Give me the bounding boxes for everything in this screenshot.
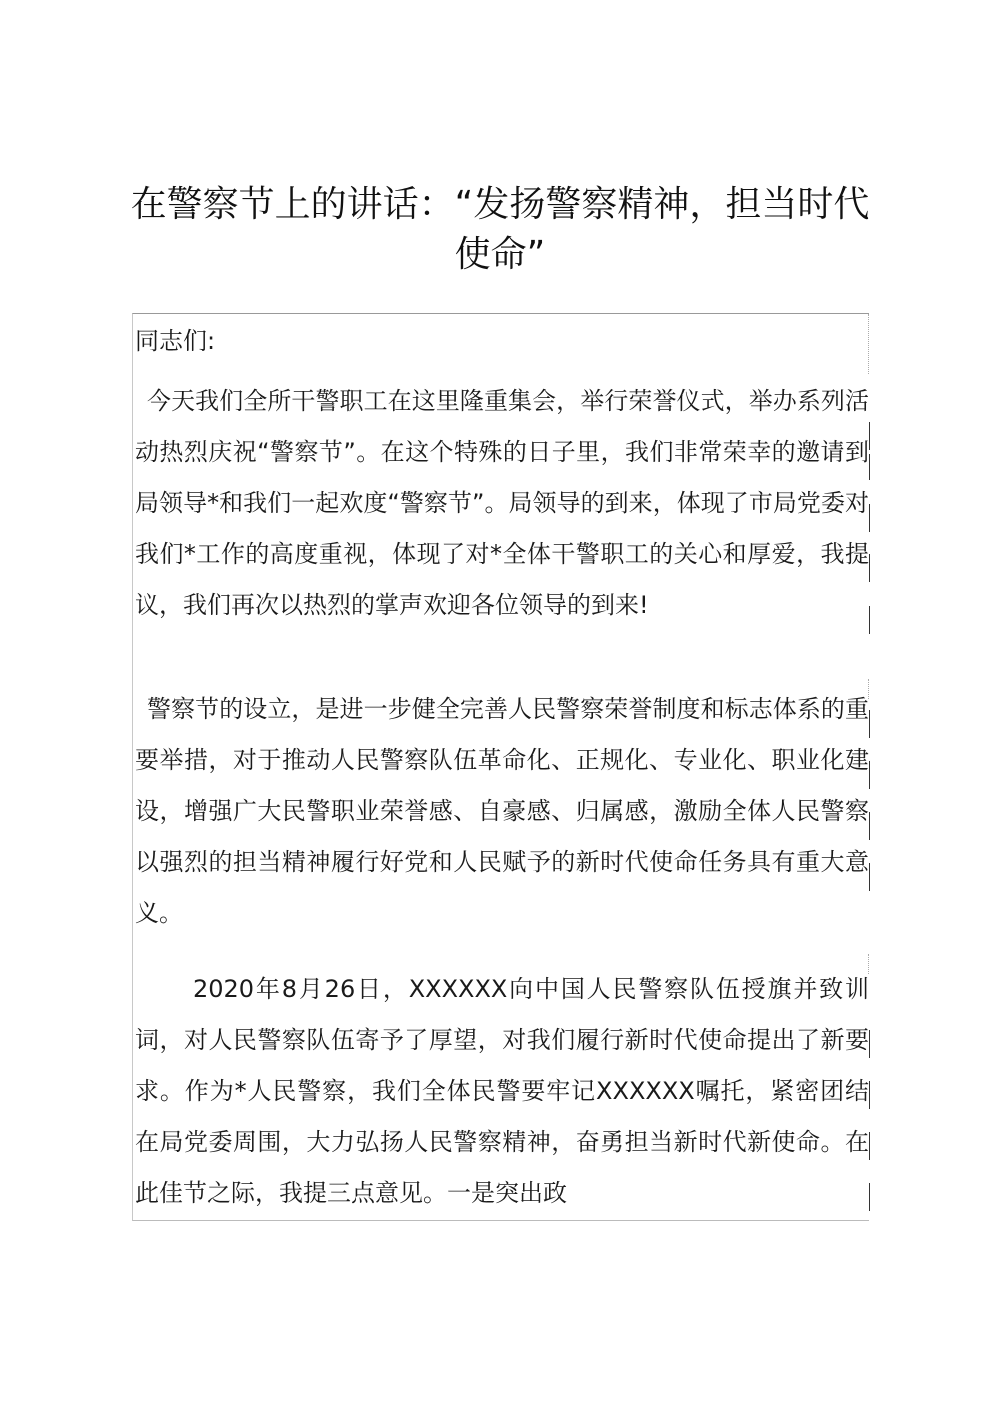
right-border-segment <box>869 1081 870 1109</box>
document-title: 在警察节上的讲话：“发扬警察精神，担当时代使命” <box>130 184 870 275</box>
document-body <box>132 313 869 1221</box>
right-border-segment <box>869 1132 870 1160</box>
right-border-segment <box>869 504 870 532</box>
greeting-line: 同志们: <box>135 327 216 355</box>
right-border-segment <box>869 1030 870 1058</box>
right-border-segment <box>869 761 870 789</box>
right-border-segment <box>869 1183 870 1211</box>
right-border-segment <box>869 422 870 450</box>
right-border-segment <box>869 554 870 582</box>
right-border-segment <box>869 710 870 738</box>
right-border-segment <box>869 606 870 634</box>
right-border-segment <box>869 812 870 840</box>
paragraph-1: 今天我们全所干警职工在这里隆重集会，举行荣誉仪式，举办系列活动热烈庆祝“警察节”。在这个特殊的日子里，我们非常荣幸的邀请到局领导*和我们一起欢度“警察节”。局领导的到来，体现了市局党委对我们*工作的高度重视，体现了对*全体干警职工的关心和厚爱，我提议，我们再次以热烈的掌声欢迎各位领导的到来! <box>135 387 869 619</box>
paragraph-2: 警察节的设立，是进一步健全完善人民警察荣誉制度和标志体系的重要举措，对于推动人民警察队伍革命化、正规化、专业化、职业化建设，增强广大民警职业荣誉感、自豪感、归属感，激励全体人民警察以强烈的担当精神履行好党和人民赋予的新时代使命任务具有重大意义。 <box>135 695 869 927</box>
paragraph-3: 2020年8月26日，XXXXXX向中国人民警察队伍授旗并致训词，对人民警察队伍寄予了厚望，对我们履行新时代使命提出了新要求。作为*人民警察，我们全体民警要牢记XXXXXX嘱托，紧密团结在局党委周围，大力弘扬人民警察精神，奋勇担当新时代新使命。在此佳节之际，我提三点意见。一是突出政 <box>135 975 869 1207</box>
right-border-segment <box>869 454 870 480</box>
right-border-segment <box>869 863 870 891</box>
